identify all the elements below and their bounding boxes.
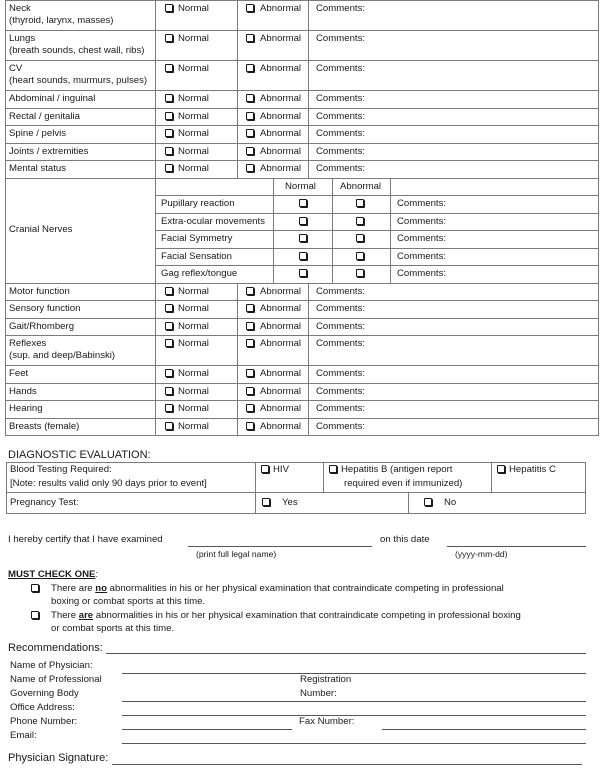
pregnancy-yes-checkbox[interactable] xyxy=(262,498,270,506)
divider xyxy=(308,383,309,401)
exam-item-label: Spine / pelvis xyxy=(9,128,67,139)
divider xyxy=(237,283,238,301)
normal-label: Normal xyxy=(178,163,209,174)
pregnancy-test-label: Pregnancy Test: xyxy=(10,497,79,508)
divider xyxy=(155,125,156,143)
abnormal-label: Abnormal xyxy=(260,320,302,332)
office-address-label: Office Address: xyxy=(10,702,75,713)
divider xyxy=(323,462,324,492)
exam-item-label: Rectal / genitalia xyxy=(9,110,80,122)
normal-label: Normal xyxy=(178,320,209,332)
comments-label: Comments: xyxy=(316,110,366,122)
comments-label: Comments: xyxy=(316,420,366,432)
divider xyxy=(598,30,599,60)
divider xyxy=(237,365,238,383)
divider xyxy=(598,418,599,436)
divider xyxy=(237,418,238,436)
text-part: There xyxy=(51,610,79,621)
exam-item-sub: (sup. and deep/Babinski) xyxy=(9,350,116,361)
divider xyxy=(585,462,586,513)
divider xyxy=(308,143,309,161)
abnormal-checkbox[interactable] xyxy=(246,339,254,347)
exam-item-label: Neck xyxy=(9,3,31,14)
abnormal-label: Abnormal xyxy=(260,163,302,174)
divider xyxy=(6,513,586,514)
divider xyxy=(5,108,6,126)
email-field[interactable] xyxy=(122,743,586,744)
divider xyxy=(5,178,599,179)
exam-item-label: Joints / extremities xyxy=(9,145,89,157)
divider xyxy=(155,160,156,178)
abnormal-label: Abnormal xyxy=(260,368,302,379)
abnormal-label: Abnormal xyxy=(260,403,302,414)
exam-item-label: Mental status xyxy=(9,163,67,174)
hepatitis-c-label: Hepatitis C xyxy=(509,464,556,475)
exam-item-label: Lungs xyxy=(9,33,36,44)
divider xyxy=(491,462,492,492)
cranial-normal-checkbox[interactable] xyxy=(299,234,307,242)
cranial-abnormal-checkbox[interactable] xyxy=(356,199,364,207)
comments-label: Comments: xyxy=(316,385,366,397)
cranial-normal-header: Normal xyxy=(285,181,316,192)
divider xyxy=(308,90,309,108)
abnormal-checkbox[interactable] xyxy=(246,369,254,377)
normal-label: Normal xyxy=(178,110,209,122)
abnormal-checkbox[interactable] xyxy=(246,34,254,42)
divider xyxy=(598,60,599,90)
normal-checkbox[interactable] xyxy=(165,129,173,137)
table-row xyxy=(5,283,599,301)
divider xyxy=(155,400,156,418)
normal-checkbox[interactable] xyxy=(165,4,173,12)
exam-item-label: Sensory function xyxy=(9,303,81,314)
exam-item-sub: (breath sounds, chest wall, ribs) xyxy=(9,45,145,56)
cranial-abnormal-checkbox[interactable] xyxy=(356,217,364,225)
cranial-normal-checkbox[interactable] xyxy=(299,199,307,207)
comments-label: Comments: xyxy=(397,215,447,227)
table-row xyxy=(5,160,599,178)
cranial-abnormal-checkbox[interactable] xyxy=(356,234,364,242)
abnormal-checkbox[interactable] xyxy=(246,422,254,430)
divider xyxy=(598,125,599,143)
normal-label: Normal xyxy=(178,338,209,349)
email-label: Email: xyxy=(10,730,37,741)
cranial-normal-checkbox[interactable] xyxy=(299,269,307,277)
table-row xyxy=(5,400,599,418)
abnormal-checkbox[interactable] xyxy=(246,387,254,395)
divider xyxy=(155,0,156,30)
divider xyxy=(155,195,599,196)
normal-checkbox[interactable] xyxy=(165,147,173,155)
divider xyxy=(6,492,586,493)
divider xyxy=(155,335,156,365)
divider xyxy=(237,335,238,365)
comments-label: Comments: xyxy=(397,198,447,209)
divider xyxy=(598,335,599,365)
divider xyxy=(5,400,6,418)
comments-label: Comments: xyxy=(316,128,366,139)
divider xyxy=(155,60,156,90)
normal-label: Normal xyxy=(178,303,209,314)
abnormal-label: Abnormal xyxy=(260,93,302,104)
comments-label: Comments: xyxy=(316,320,366,332)
abnormal-label: Abnormal xyxy=(260,63,302,74)
normal-checkbox[interactable] xyxy=(165,369,173,377)
divider xyxy=(155,248,599,249)
must-check-title: MUST CHECK ONE xyxy=(8,569,96,580)
pregnancy-no-label: No xyxy=(444,497,457,508)
governing-body-registration-field[interactable] xyxy=(122,701,586,702)
abnormal-checkbox[interactable] xyxy=(246,64,254,72)
divider xyxy=(5,160,6,178)
divider xyxy=(308,30,309,60)
comments-label: Comments: xyxy=(397,250,447,262)
normal-label: Normal xyxy=(178,128,209,139)
on-date-text: on this date xyxy=(380,534,430,545)
exam-date-field[interactable] xyxy=(447,546,586,547)
divider xyxy=(255,462,256,513)
recommendations-label: Recommendations: xyxy=(8,642,103,654)
divider xyxy=(5,283,6,301)
registration-label-2: Number: xyxy=(300,688,337,699)
are-abnormalities-text-cont: or combat sports at this time. xyxy=(51,623,175,634)
normal-checkbox[interactable] xyxy=(165,94,173,102)
divider xyxy=(598,365,599,383)
exam-item-label: Abdominal / inguinal xyxy=(9,93,96,104)
normal-label: Normal xyxy=(178,145,209,157)
divider xyxy=(237,125,238,143)
normal-label: Normal xyxy=(178,368,209,379)
hepatitis-c-checkbox[interactable] xyxy=(497,465,505,473)
divider xyxy=(308,125,309,143)
hiv-label: HIV xyxy=(273,464,289,475)
cranial-item-label: Facial Sensation xyxy=(161,250,232,262)
divider xyxy=(237,383,238,401)
signature-label: Physician Signature: xyxy=(8,752,109,764)
registration-label-1: Registration xyxy=(300,674,352,685)
divider xyxy=(5,30,6,60)
must-check-colon: : xyxy=(95,569,99,580)
text-part: There are xyxy=(51,583,96,594)
phone-number-field[interactable] xyxy=(122,729,292,730)
exam-item-label: Hands xyxy=(9,385,37,397)
comments-label: Comments: xyxy=(316,368,366,379)
comments-label: Comments: xyxy=(316,63,366,74)
table-row xyxy=(5,365,599,383)
normal-label: Normal xyxy=(178,285,209,297)
abnormal-checkbox[interactable] xyxy=(246,164,254,172)
divider xyxy=(5,383,6,401)
normal-checkbox[interactable] xyxy=(165,422,173,430)
divider xyxy=(155,418,156,436)
exam-item-label: Breasts (female) xyxy=(9,420,80,432)
cranial-normal-checkbox[interactable] xyxy=(299,217,307,225)
divider xyxy=(598,283,599,301)
divider xyxy=(308,335,309,365)
divider xyxy=(155,300,156,318)
cranial-item-label: Facial Symmetry xyxy=(161,233,233,244)
comments-label: Comments: xyxy=(316,163,366,174)
physician-name-label: Name of Physician: xyxy=(10,660,93,671)
normal-label: Normal xyxy=(178,93,209,104)
divider xyxy=(155,283,156,301)
divider xyxy=(5,0,6,30)
divider xyxy=(308,160,309,178)
divider xyxy=(308,400,309,418)
divider xyxy=(308,60,309,90)
divider xyxy=(237,90,238,108)
abnormal-label: Abnormal xyxy=(260,128,302,139)
comments-label: Comments: xyxy=(397,233,447,244)
exam-date-hint: (yyyy-mm-dd) xyxy=(455,549,508,559)
cranial-nerves-label: Cranial Nerves xyxy=(9,224,73,236)
comments-label: Comments: xyxy=(316,33,366,44)
abnormal-label: Abnormal xyxy=(260,33,302,44)
text-part: abnormalities in his or her physical examination that contraindicate competing in professional xyxy=(107,583,504,594)
signature-field[interactable] xyxy=(112,764,582,765)
divider xyxy=(237,160,238,178)
normal-checkbox[interactable] xyxy=(165,112,173,120)
emphasis-no: no xyxy=(95,583,107,594)
normal-label: Normal xyxy=(178,420,209,432)
divider xyxy=(155,230,599,231)
divider xyxy=(598,0,599,30)
abnormal-checkbox[interactable] xyxy=(246,287,254,295)
recommendations-field[interactable] xyxy=(106,653,586,654)
comments-label: Comments: xyxy=(316,93,366,104)
divider xyxy=(237,300,238,318)
no-abnormalities-text xyxy=(51,583,504,595)
pregnancy-yes-label: Yes xyxy=(282,497,298,508)
abnormal-label: Abnormal xyxy=(260,3,302,14)
abnormal-label: Abnormal xyxy=(260,420,302,432)
abnormal-checkbox[interactable] xyxy=(246,404,254,412)
physician-name-field[interactable] xyxy=(122,673,586,674)
divider xyxy=(308,418,309,436)
divider xyxy=(237,30,238,60)
divider xyxy=(598,143,599,161)
hepatitis-b-note: required even if immunized) xyxy=(344,478,463,489)
divider xyxy=(155,265,599,266)
normal-checkbox[interactable] xyxy=(165,387,173,395)
abnormal-label: Abnormal xyxy=(260,385,302,397)
blood-testing-label: Blood Testing Required: xyxy=(10,464,112,475)
normal-label: Normal xyxy=(178,33,209,44)
fax-number-field[interactable] xyxy=(382,729,586,730)
table-row xyxy=(5,383,599,401)
comments-label: Comments: xyxy=(316,303,366,314)
abnormal-label: Abnormal xyxy=(260,303,302,314)
emphasis-are: are xyxy=(78,610,94,621)
divider xyxy=(598,108,599,126)
abnormal-checkbox[interactable] xyxy=(246,112,254,120)
divider xyxy=(5,335,6,365)
exam-item-sub: (thyroid, larynx, masses) xyxy=(9,15,114,26)
divider xyxy=(5,178,6,283)
governing-body-label-1: Name of Professional xyxy=(10,674,102,685)
comments-label: Comments: xyxy=(316,403,366,414)
divider xyxy=(598,90,599,108)
exam-item-label: Reflexes xyxy=(9,338,47,349)
normal-checkbox[interactable] xyxy=(165,64,173,72)
divider xyxy=(155,143,156,161)
divider xyxy=(308,283,309,301)
divider xyxy=(155,383,156,401)
fax-number-label: Fax Number: xyxy=(299,716,355,727)
abnormal-label: Abnormal xyxy=(260,145,302,157)
comments-label: Comments: xyxy=(316,3,366,14)
blood-testing-note: [Note: results valid only 90 days prior to event] xyxy=(10,478,207,489)
no-abnormalities-text-cont: boxing or combat sports at this time. xyxy=(51,596,206,607)
divider xyxy=(598,400,599,418)
comments-label: Comments: xyxy=(397,268,447,279)
divider xyxy=(6,462,586,463)
cranial-abnormal-checkbox[interactable] xyxy=(356,269,364,277)
normal-label: Normal xyxy=(178,3,209,14)
divider xyxy=(308,0,309,30)
hepatitis-b-label: Hepatitis B (antigen report xyxy=(341,464,453,475)
normal-checkbox[interactable] xyxy=(165,322,173,330)
divider xyxy=(155,365,156,383)
divider xyxy=(237,318,238,336)
normal-label: Normal xyxy=(178,63,209,74)
governing-body-label-2: Governing Body xyxy=(10,688,79,699)
normal-label: Normal xyxy=(178,385,209,397)
divider xyxy=(237,108,238,126)
abnormal-checkbox[interactable] xyxy=(246,94,254,102)
patient-name-hint: (print full legal name) xyxy=(196,549,277,559)
divider xyxy=(5,365,6,383)
no-abnormalities-checkbox[interactable] xyxy=(31,584,39,592)
table-row xyxy=(5,108,599,126)
divider xyxy=(308,108,309,126)
comments-label: Comments: xyxy=(316,145,366,157)
divider xyxy=(308,300,309,318)
divider xyxy=(6,462,7,513)
abnormal-checkbox[interactable] xyxy=(246,147,254,155)
exam-item-label: CV xyxy=(9,63,23,74)
divider xyxy=(598,300,599,318)
divider xyxy=(237,143,238,161)
comments-label: Comments: xyxy=(316,285,366,297)
table-row xyxy=(5,143,599,161)
patient-name-field[interactable] xyxy=(188,546,372,547)
divider xyxy=(5,300,6,318)
text-part: abnormalities in his or her physical examination that contraindicate competing in professional boxing xyxy=(93,610,521,621)
cranial-item-label: Pupillary reaction xyxy=(161,198,235,209)
divider xyxy=(155,108,156,126)
cranial-item-label: Gag reflex/tongue xyxy=(161,268,238,279)
divider xyxy=(5,90,6,108)
pregnancy-no-checkbox[interactable] xyxy=(424,498,432,506)
hiv-checkbox[interactable] xyxy=(261,465,269,473)
cranial-abnormal-header: Abnormal xyxy=(340,181,382,192)
divider xyxy=(5,125,6,143)
phone-number-label: Phone Number: xyxy=(10,716,78,727)
divider xyxy=(5,143,6,161)
abnormal-label: Abnormal xyxy=(260,338,302,349)
hepatitis-b-checkbox[interactable] xyxy=(329,465,337,473)
normal-checkbox[interactable] xyxy=(165,304,173,312)
normal-label: Normal xyxy=(178,403,209,414)
divider xyxy=(5,435,599,436)
exam-item-label: Motor function xyxy=(9,285,70,297)
abnormal-label: Abnormal xyxy=(260,285,302,297)
cranial-normal-checkbox[interactable] xyxy=(299,252,307,260)
diagnostic-heading: DIAGNOSTIC EVALUATION: xyxy=(8,449,151,461)
normal-checkbox[interactable] xyxy=(165,34,173,42)
divider xyxy=(308,318,309,336)
exam-item-label: Feet xyxy=(9,368,29,379)
divider xyxy=(598,160,599,178)
cranial-item-label: Extra-ocular movements xyxy=(161,215,265,227)
table-row xyxy=(5,125,599,143)
abnormal-label: Abnormal xyxy=(260,110,302,122)
certify-text: I hereby certify that I have examined xyxy=(8,534,163,545)
divider xyxy=(155,90,156,108)
normal-checkbox[interactable] xyxy=(165,287,173,295)
divider xyxy=(237,0,238,30)
divider xyxy=(408,492,409,513)
divider xyxy=(598,318,599,336)
divider xyxy=(237,60,238,90)
exam-item-sub: (heart sounds, murmurs, pulses) xyxy=(9,75,148,86)
divider xyxy=(155,213,599,214)
divider xyxy=(308,365,309,383)
are-abnormalities-checkbox[interactable] xyxy=(31,611,39,619)
abnormal-checkbox[interactable] xyxy=(246,129,254,137)
normal-checkbox[interactable] xyxy=(165,339,173,347)
abnormal-checkbox[interactable] xyxy=(246,304,254,312)
exam-item-label: Gait/Rhomberg xyxy=(9,320,75,332)
divider xyxy=(598,383,599,401)
divider xyxy=(237,400,238,418)
must-check-heading xyxy=(8,569,98,581)
divider xyxy=(5,318,6,336)
comments-label: Comments: xyxy=(316,338,366,349)
exam-item-label: Hearing xyxy=(9,403,43,414)
divider xyxy=(5,60,6,90)
divider xyxy=(5,418,6,436)
divider xyxy=(155,30,156,60)
table-row xyxy=(5,318,599,336)
table-row xyxy=(5,300,599,318)
divider xyxy=(155,318,156,336)
abnormal-checkbox[interactable] xyxy=(246,4,254,12)
normal-checkbox[interactable] xyxy=(165,164,173,172)
normal-checkbox[interactable] xyxy=(165,404,173,412)
abnormal-checkbox[interactable] xyxy=(246,322,254,330)
table-row xyxy=(5,418,599,436)
are-abnormalities-text xyxy=(51,610,521,622)
cranial-abnormal-checkbox[interactable] xyxy=(356,252,364,260)
